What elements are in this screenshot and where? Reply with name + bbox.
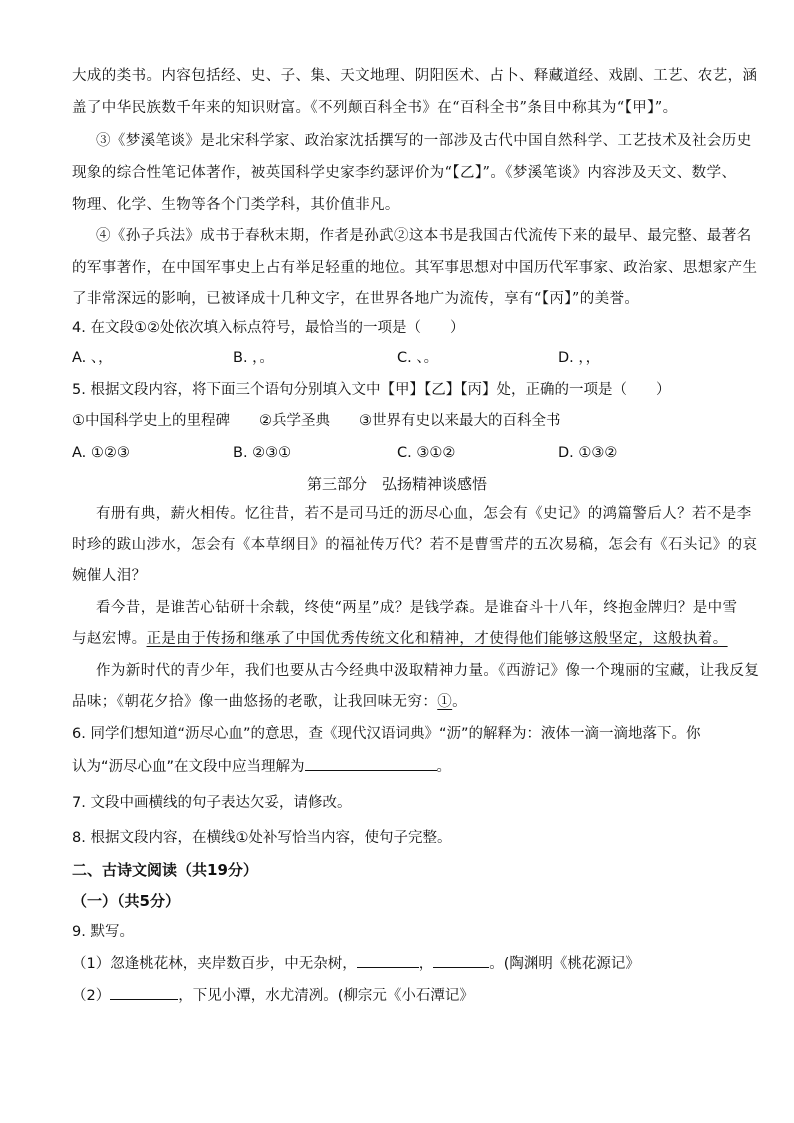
q9-text: ，下见小潭，水尤清冽。(柳宗元《小石潭记》: [178, 988, 474, 1004]
q6-text: 认为“沥尽心血”在文段中应当理解为: [72, 759, 305, 775]
question-8: 8. 根据文段内容，在横线①处补写恰当内容，使句子完整。: [72, 830, 452, 846]
q5-option-c: C. ③①②: [397, 445, 456, 461]
subsection-1-title: （一）（共5分）: [72, 892, 180, 910]
part-3-title: 第三部分 弘扬精神谈感悟: [306, 475, 487, 493]
q9-text: 。(陶渊明《桃花源记》: [489, 956, 640, 972]
q9-text: （1）忽逢桃花林，夹岸数百步，中无杂树，: [72, 956, 357, 972]
q4-option-d: D. ，，: [558, 350, 601, 366]
q6-answer-blank[interactable]: [305, 756, 437, 771]
section-2-title: 二、古诗文阅读（共19分）: [72, 861, 258, 879]
passage-line: 物理、化学、生物等各个门类学科，其价值非凡。: [72, 197, 400, 213]
q5-option-d: D. ①③②: [558, 445, 618, 461]
question-4-stem: 4. 在文段①②处依次填入标点符号，最恰当的一项是（ ）: [72, 320, 465, 336]
q9-2-blank[interactable]: [110, 985, 178, 1000]
part3-text: 与赵宏博。: [72, 631, 147, 647]
q5-option-b: B. ②③①: [233, 445, 292, 461]
part3-line: 婉催人泪？: [72, 568, 147, 584]
passage-line: 盖了中华民族数千年来的知识财富。《不列颠百科全书》在“百科全书”条目中称其为“【甲】”。: [72, 100, 678, 116]
q6-text: 。: [436, 759, 452, 775]
question-6-stem: 6. 同学们想知道“沥尽心血”的意思，查《现代汉语词典》“沥”的解释为：液体一滴一滴地落下。你: [72, 726, 701, 742]
part3-line: [72, 692, 467, 712]
question-6-line-2: [72, 756, 451, 777]
q5-statements: ①中国科学史上的里程碑 ②兵学圣典 ③世界有史以来最大的百科全书: [72, 413, 561, 429]
part3-line: 时珍的跋山涉水，怎会有《本草纲目》的福祉传万代？若不是曹雪芹的五次易稿，怎会有《石头记》的哀: [72, 537, 758, 553]
q9-1-blank-b[interactable]: [433, 953, 489, 968]
underlined-sentence: 正是由于传扬和继承了中国优秀传统文化和精神，才使得他们能够这般坚定，这般执着。: [146, 631, 728, 647]
part3-text: 。: [452, 694, 468, 710]
question-5-stem: 5. 根据文段内容，将下面三个语句分别填入文中【甲】【乙】【丙】处，正确的一项是（ ）: [72, 382, 671, 398]
passage-line: 大成的类书。内容包括经、史、子、集、天文地理、阴阳医术、占卜、释藏道经、戏剧、工艺、农艺，涵: [72, 68, 758, 84]
q5-option-a: A. ①②③: [72, 445, 130, 461]
blank-marker-1: ①: [437, 694, 453, 710]
part3-paragraph-3: 作为新时代的青少年，我们也要从古今经典中汲取精神力量。《西游记》像一个瑰丽的宝藏，让我反复: [96, 663, 760, 679]
q9-item-1: [72, 953, 640, 974]
part3-text: 品味；《朝花夕拾》像一曲悠扬的老歌，让我回味无穷：: [72, 694, 438, 710]
passage-line: 现象的综合性笔记体著作，被英国科学史家李约瑟评价为“【乙】”。《梦溪笔谈》内容涉及天文、数学、: [72, 165, 737, 181]
part3-line: [72, 629, 728, 649]
q9-text: ，: [418, 956, 434, 972]
passage-paragraph-4: ④《孙子兵法》成书于春秋末期，作者是孙武②这本书是我国古代流传下来的最早、最完整、最著名: [96, 228, 752, 244]
question-9-stem: 9. 默写。: [72, 924, 134, 940]
q9-item-2: [72, 985, 474, 1006]
passage-line: 的军事著作，在中国军事史上占有举足轻重的地位。其军事思想对中国历代军事家、政治家、思想家产生: [72, 260, 758, 276]
q9-1-blank-a[interactable]: [357, 953, 419, 968]
q4-option-a: A. 、，: [72, 350, 113, 366]
q4-option-c: C. 、。: [397, 350, 439, 366]
question-7: 7. 文段中画横线的句子表达欠妥，请修改。: [72, 795, 352, 811]
part3-paragraph-2: 看今昔，是谁苦心钻研十余载，终使“两星”成？是钱学森。是谁奋斗十八年，终抱金牌归？是中雪: [96, 600, 738, 616]
q4-option-b: B. ，。: [233, 350, 274, 366]
q9-text: （2）: [72, 988, 111, 1004]
passage-line: 了非常深远的影响，已被译成十几种文字，在世界各地广为流传，享有“【丙】”的美誉。: [72, 291, 640, 307]
part3-paragraph-1: 有册有典，薪火相传。忆往昔，若不是司马迁的沥尽心血，怎会有《史记》的鸿篇警后人？若不是李: [96, 506, 752, 522]
passage-paragraph-3: ③《梦溪笔谈》是北宋科学家、政治家沈括撰写的一部涉及古代中国自然科学、工艺技术及社会历史: [96, 133, 752, 149]
